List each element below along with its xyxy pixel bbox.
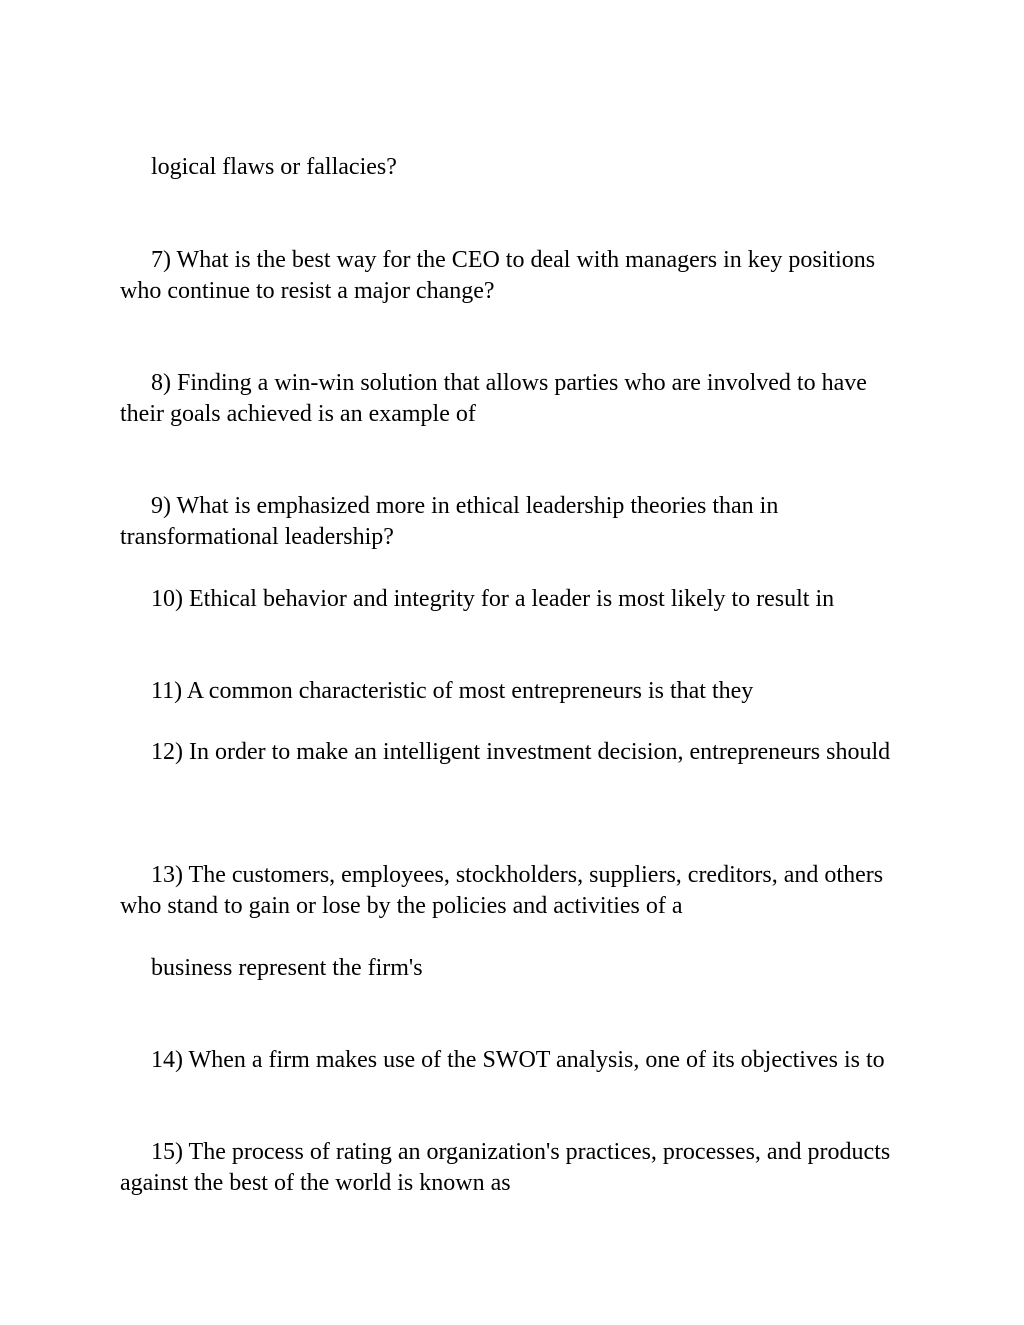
question-9: 9) What is emphasized more in ethical leadership theories than in transformational leadership? [120, 493, 779, 550]
question-12: 12) In order to make an intelligent investment decision, entrepreneurs should [151, 739, 891, 765]
question-13-continuation: business represent the firm's [151, 955, 423, 981]
question-7: 7) What is the best way for the CEO to deal with managers in key positions who continue to resist a major change? [120, 247, 876, 304]
question-13: 13) The customers, employees, stockholders, suppliers, creditors, and others who stand to gain or lose by the policies and activities of a [120, 862, 884, 919]
question-14: 14) When a firm makes use of the SWOT analysis, one of its objectives is to [151, 1047, 885, 1073]
question-8: 8) Finding a win-win solution that allows parties who are involved to have their goals achieved is an example of [120, 370, 867, 427]
question-10: 10) Ethical behavior and integrity for a leader is most likely to result in [151, 586, 835, 612]
paragraph-continuation: logical flaws or fallacies? [151, 154, 397, 180]
question-11: 11) A common characteristic of most entrepreneurs is that they [151, 678, 754, 704]
question-15: 15) The process of rating an organization's practices, processes, and products against the best of the world is known as [120, 1139, 891, 1196]
